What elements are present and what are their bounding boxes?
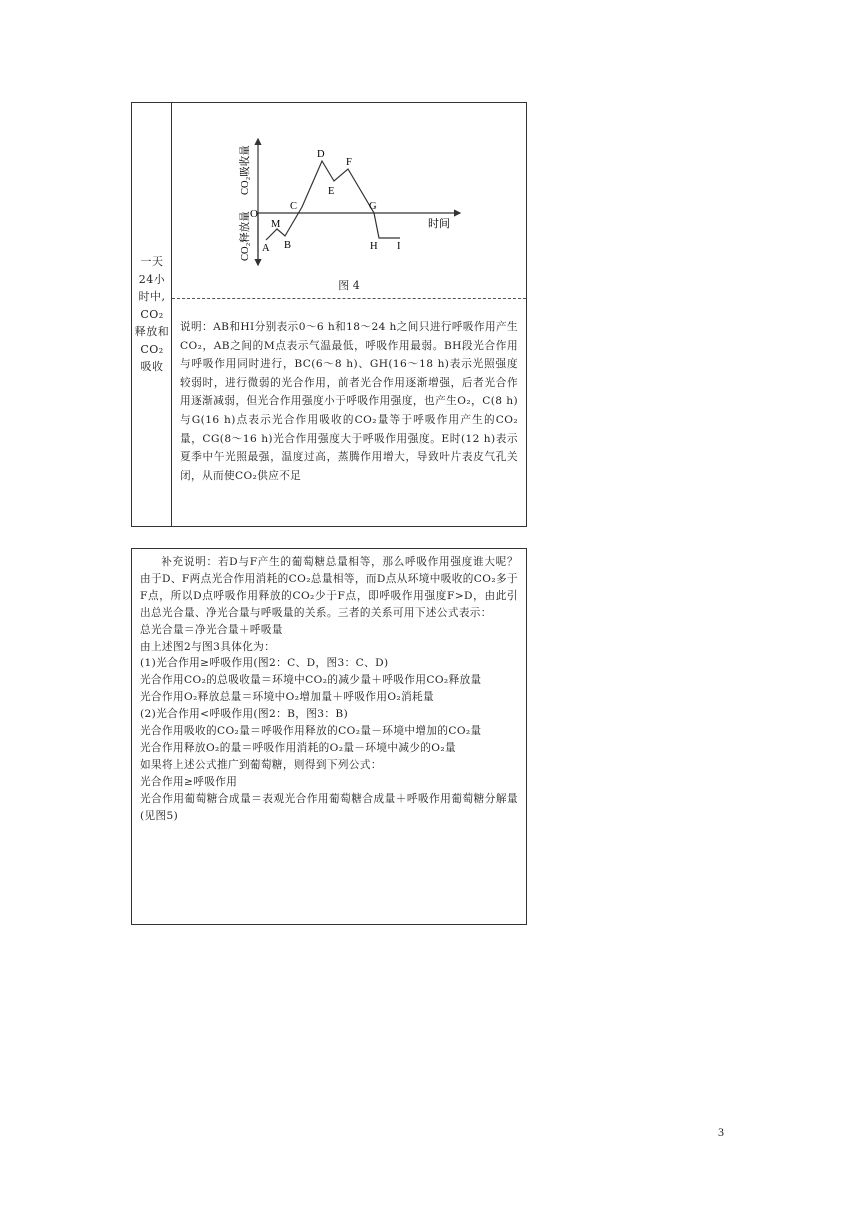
row-header-line: 24小 bbox=[138, 272, 166, 286]
supplement-line: 光合作用释放O₂的量＝呼吸作用消耗的O₂量－环境中减少的O₂量 bbox=[140, 741, 457, 754]
row-header-line: CO₂ bbox=[140, 307, 164, 321]
supplement-box bbox=[131, 548, 527, 925]
point-label-F: F bbox=[346, 157, 352, 168]
point-label-H: H bbox=[370, 241, 378, 252]
figure-cell bbox=[172, 103, 526, 299]
point-label-I: I bbox=[397, 241, 401, 252]
point-label-E: E bbox=[328, 186, 335, 197]
point-label-B: B bbox=[284, 240, 292, 251]
supplement-line: 光合作用CO₂的总吸收量＝环境中CO₂的减少量＋呼吸作用CO₂释放量 bbox=[140, 674, 482, 687]
supplement-paragraph: 补充说明：若D与F产生的葡萄糖总量相等，那么呼吸作用强度谁大呢？由于D、F两点光合作用消耗的CO₂总量相等，而D点从环境中吸收的CO₂多于F点，所以D点呼吸作用释放的CO₂少于F点，即呼吸作用强度F>D，由此引出总光合量、净光合量与呼吸量的关系。三者的关系可用下述公式表示： bbox=[140, 556, 518, 619]
supplement-line: 光合作用吸收的CO₂量＝呼吸作用释放的CO₂量－环境中增加的CO₂量 bbox=[140, 725, 482, 738]
origin-label: O bbox=[250, 208, 258, 220]
row-header-line: 一天 bbox=[140, 255, 164, 268]
row-header-label bbox=[134, 253, 170, 376]
row-header-line: 吸收 bbox=[140, 360, 164, 373]
supplement-line: 光合作用葡萄糖合成量＝表观光合作用葡萄糖合成量＋呼吸作用葡萄糖分解量(见图5) bbox=[140, 792, 518, 822]
supplement-line: 光合作用O₂释放总量＝环境中O₂增加量＋呼吸作用O₂消耗量 bbox=[140, 691, 435, 704]
co2-table bbox=[131, 102, 527, 527]
figure-caption: 图 4 bbox=[338, 279, 360, 292]
supplement-line: (2)光合作用<呼吸作用(图2：B，图3：B) bbox=[140, 708, 349, 721]
row-header-line: CO₂ bbox=[140, 342, 164, 356]
supplement-line: 如果将上述公式推广到葡萄糖，则得到下列公式： bbox=[140, 758, 382, 771]
figure-explanation: 说明：AB和HI分别表示0～6 h和18～24 h之间只进行呼吸作用产生CO₂，AB之间的M点表示气温最低，呼吸作用最弱。BH段光合作用与呼吸作用同时进行，BC(6～8 h)、GH(16～18 h)表示光照强度较弱时，进行微弱的光合作用，前者光合作用逐渐增强，后者光合作用逐渐减弱，但光合作用强度小于呼吸作用强度，也产生O₂，C(8 h)与G(16 h)点表示光合作用吸收的CO₂量等于呼吸作用产生的CO₂量，CG(8～16 h)光合作用强度大于呼吸作用强度。E时(12 h)表示夏季中午光照最强，温度过高，蒸腾作用增大，导致叶片表皮气孔关闭，从而使CO₂供应不足 bbox=[180, 321, 518, 482]
supplement-text bbox=[140, 554, 518, 825]
co2-daily-graph bbox=[172, 103, 526, 273]
page-number: 3 bbox=[718, 1125, 724, 1139]
point-label-A: A bbox=[262, 243, 270, 254]
supplement-line: (1)光合作用≥呼吸作用(图2：C、D，图3：C、D) bbox=[140, 657, 389, 670]
supplement-line: 由上述图2与图3具体化为： bbox=[140, 640, 276, 653]
row-header-line: 时中, bbox=[138, 290, 166, 303]
x-axis-label: 时间 bbox=[428, 218, 450, 230]
row-header-line: 释放和 bbox=[134, 325, 170, 338]
y-axis-down-label: CO₂释放量 bbox=[240, 211, 251, 261]
point-label-G: G bbox=[369, 201, 377, 212]
y-axis-up-label: CO₂吸收量 bbox=[240, 145, 251, 195]
point-label-D: D bbox=[317, 149, 325, 160]
point-label-M: M bbox=[271, 219, 281, 230]
row-header-cell bbox=[132, 103, 172, 526]
supplement-line: 光合作用≥呼吸作用 bbox=[140, 775, 238, 788]
supplement-line: 总光合量＝净光合量＋呼吸量 bbox=[140, 623, 283, 636]
point-label-C: C bbox=[290, 201, 298, 212]
co2-curve bbox=[266, 161, 400, 240]
